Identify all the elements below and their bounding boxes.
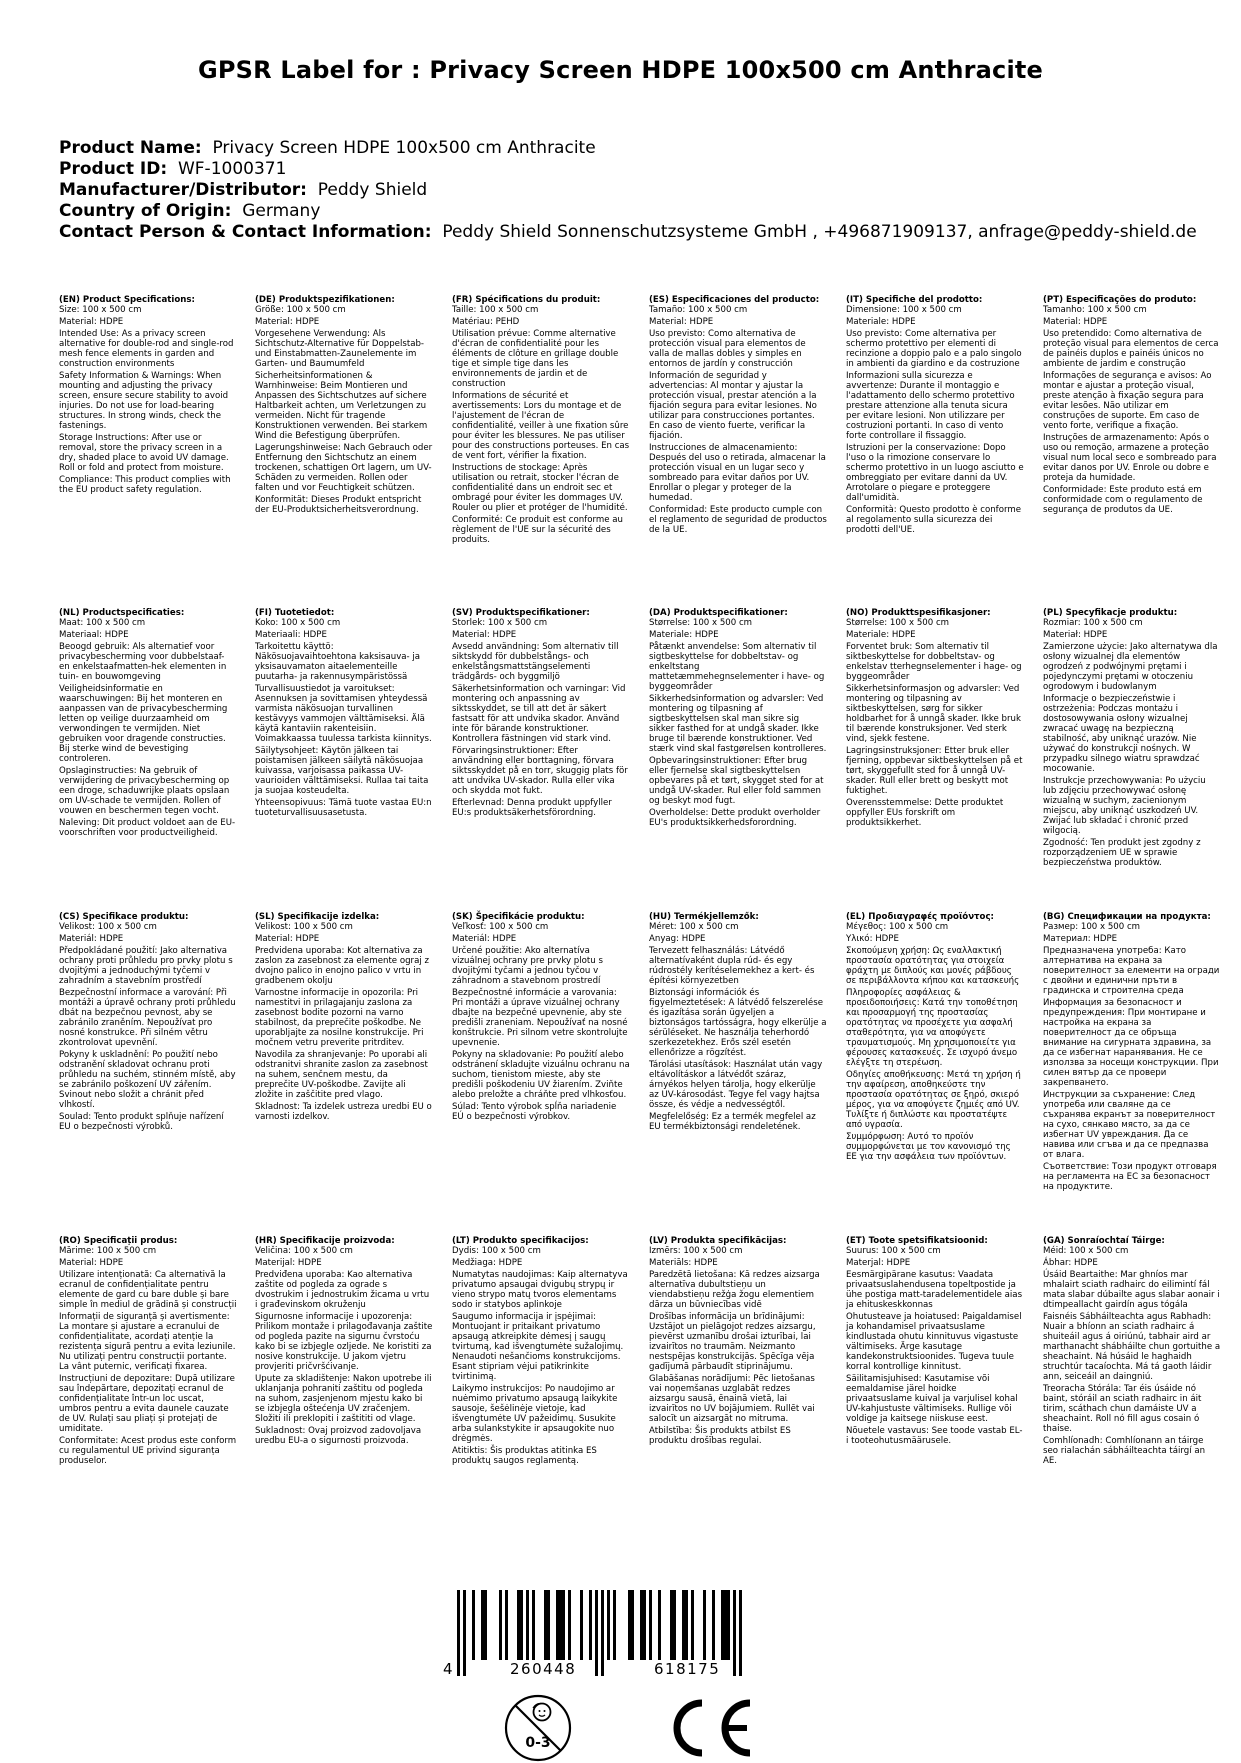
barcode-bar <box>631 1590 634 1660</box>
lang-line: Materiale: HDPE <box>846 630 916 640</box>
lang-line: Intended Use: As a privacy screen alternative for double-rod and single-rod mesh fence elements in garden and construction environments <box>59 329 234 369</box>
lang-heading: (ES) Especificaciones del producto: <box>649 295 820 305</box>
lang-line: Materiál: HDPE <box>452 934 517 944</box>
lang-line: Velikost: 100 x 500 cm <box>59 922 157 932</box>
lang-line: Tarkoitettu käyttö: Näkösuojavaihtoehtona kaksisauva- ja yksisauvamaton aitaelementeille puutarha- ja rakennusympäristössä <box>255 642 421 682</box>
lang-line: Sikkerhedsinformation og advarsler: Ved montering og tilpasning af sigtbeskyttelsen skal man sikre sig sikker fasthed for at undgå skader. Ikke bruge til bærende konstruktioner. Ved stærk vind skal fastgørelsen kontrolleres. <box>649 694 827 754</box>
barcode-first-digit: 4 <box>443 1660 453 1678</box>
lang-line: Turvallisuustiedot ja varoitukset: Asennuksen ja sovittamisen yhteydessä varmista näkösuojan turvallinen kestävyys vammojen välttämiseksi. Älä käytä kantaviin rakenteisiin. Voimakkaassa tuulessa tarkista kiinnitys. <box>255 684 432 744</box>
lang-line: Skladnost: Ta izdelek ustreza uredbi EU o varnosti izdelkov. <box>255 1102 432 1122</box>
lang-line: Naleving: Dit product voldoet aan de EU-voorschriften voor productveiligheid. <box>59 818 236 838</box>
lang-line: Safety Information & Warnings: When mounting and adjusting the privacy screen, ensure secure stability to avoid injuries. Do not use for load-bearing structures. In strong winds, check the fastenings. <box>59 371 229 431</box>
ce-mark-icon <box>664 1697 754 1759</box>
lang-line: Veličina: 100 x 500 cm <box>255 1246 353 1256</box>
lang-line: Drošības informācija un brīdinājumi: Uzstājot un pielāgojot redzes aizsargu, pievērst uzmanību drošai izturībai, lai izvairītos no traumām. Neizmanto nestspējas konstrukcijās. Spēcīga vēja gadījumā pārbaudīt stiprinājumu. <box>649 1312 816 1372</box>
lang-body <box>649 1246 827 1446</box>
lang-body <box>452 618 630 818</box>
info-label: Product ID: <box>59 159 168 179</box>
barcode-bar <box>607 1590 610 1660</box>
lang-line: Materjal: HDPE <box>846 1258 911 1268</box>
lang-line: Faisnéis Sábháilteachta agus Rabhadh: Nuair a bhíonn an sciath radhairc á shuiteáil agus á oiriúnú, tabhair aird ar marthanacht shábháilte chun gortuithe a sheachaint. Ná húsáid le haghaidh struchtúr tacaíochta. Má tá gaoth láidir ann, seiceáil an daingniú. <box>1043 1312 1221 1382</box>
lang-line: Glabāšanas norādījumi: Pēc lietošanas vai noņemšanas uzglabāt redzes aizsargu sausā, ēnainā vietā, lai izvairītos no UV bojājumiem. Rullēt vai salocīt un aizsargāt no mitruma. <box>649 1374 815 1424</box>
lang-heading: (DA) Produktspecifikationer: <box>649 608 788 618</box>
lang-line: Größe: 100 x 500 cm <box>255 305 346 315</box>
lang-heading: (LT) Produkto specifikacijos: <box>452 1236 589 1246</box>
lang-heading: (CS) Specifikace produktu: <box>59 912 189 922</box>
barcode-bar <box>601 1590 604 1676</box>
lang-heading: (RO) Specificații produs: <box>59 1236 178 1246</box>
lang-body <box>452 1246 630 1466</box>
lang-line: Υλικό: HDPE <box>846 934 899 944</box>
lang-body <box>255 1246 433 1446</box>
lang-body <box>452 305 630 545</box>
lang-line: Uso previsto: Come alternativa per schermo protettivo per elementi di recinzione a doppio palo e a palo singolo in ambienti da giardino e da costruzione <box>846 329 1022 369</box>
lang-line: Material: HDPE <box>1043 317 1108 327</box>
info-value: Peddy Shield <box>317 180 428 200</box>
lang-line: Instrucțiuni de depozitare: După utilizare sau îndepărtare, depozitați ecranul de confidențialitate într-un loc uscat, umbros pentru a evita daunele cauzate de UV. Rulați sau pliați și protejați de umiditate. <box>59 1374 235 1434</box>
lang-line: Upute za skladištenje: Nakon upotrebe ili uklanjanja pohraniti zaštitu od pogleda na suhom, zasjenjenom mjestu kako bi se izbjegla oštećenja UV zračenjem. Složiti ili preklopiti i zaštititi od vlage. <box>255 1374 432 1424</box>
lang-block-no <box>846 608 1024 830</box>
lang-block-cs <box>59 912 237 1134</box>
lang-heading: (PT) Especificações do produto: <box>1043 295 1197 305</box>
barcode-bar <box>505 1590 508 1660</box>
lang-line: Utilisation prévue: Comme alternative d'écran de confidentialité pour les éléments de clôture en grillage double tige et simple tige dans les environnements de jardin et de construction <box>452 329 619 389</box>
barcode-bar <box>472 1590 475 1660</box>
lang-line: Istruzioni per la conservazione: Dopo l'uso o la rimozione conservare lo schermo protettivo in un luogo asciutto e ombreggiato per evitare danni da UV. Arrotolare o piegare e proteggere dall'umidità. <box>846 443 1024 503</box>
lang-block-da <box>649 608 827 830</box>
lang-line: Storlek: 100 x 500 cm <box>452 618 548 628</box>
info-country <box>59 201 1197 222</box>
lang-line: Sigurnosne informacije i upozorenja: Prilikom montaže i prilagođavanja zaštite od pogleda pazite na sigurnu čvrstoću kako bi se izbjegle ozljede. Ne koristiti za nosive konstrukcije. U jakom vjetru provjeriti pričvršćivanje. <box>255 1312 433 1372</box>
lang-line: Lagerungshinweise: Nach Gebrauch oder Entfernung den Sichtschutz an einem trockenen, schattigen Ort lagern, um UV-Schäden zu vermeiden. Rollen oder falten und vor Feuchtigkeit schützen. <box>255 443 433 493</box>
barcode-bar <box>481 1590 484 1660</box>
lang-line: Размер: 100 x 500 cm <box>1043 922 1141 932</box>
lang-line: Инструкции за съхранение: След употреба или сваляне да се съхранява екранът за поверителност на сухо, сянкаво място, за да се избегнат UV увреждания. Да се навива или сгъва и да се предпазва от влага. <box>1043 1090 1216 1160</box>
info-manufacturer <box>59 180 1197 201</box>
barcode-bar <box>526 1590 529 1660</box>
lang-line: Conformité: Ce produit est conforme au règlement de l'UE sur la sécurité des produits. <box>452 515 623 545</box>
lang-line: Opbevaringsinstruktioner: Efter brug eller fjernelse skal sigtbeskyttelsen opbevares på et tørt, skygget sted for at undgå UV-skader. Rul eller fold sammen og beskyt mod fugt. <box>649 756 824 806</box>
barcode-bar <box>691 1590 694 1660</box>
lang-line: Materiaali: HDPE <box>255 630 327 640</box>
lang-block-es <box>649 295 827 537</box>
barcode-bar <box>532 1590 535 1660</box>
age-label: 0-3 <box>525 1735 551 1751</box>
lang-line: Storage Instructions: After use or removal, store the privacy screen in a dry, shaded place to avoid UV damage. Roll or fold and protect from moisture. <box>59 433 229 473</box>
lang-line: Материал: HDPE <box>1043 934 1118 944</box>
lang-body <box>649 618 827 828</box>
lang-line: Numatytas naudojimas: Kaip alternatyva privatumo apsaugai dvigubų strypų ir vieno strypo matų tvoros elementams sodo ir statybos aplinkoje <box>452 1270 628 1310</box>
barcode-bar <box>520 1590 523 1660</box>
lang-line: Materiał: HDPE <box>1043 630 1108 640</box>
barcode-bar <box>613 1590 616 1660</box>
lang-line: Vorgesehene Verwendung: Als Sichtschutz-Alternative für Doppelstab- und Einstabmatten-Zaunelemente im Garten- und Baumumfeld <box>255 329 425 369</box>
lang-line: Uso pretendido: Como alternativa de proteção visual para elementos de cerca de painéis duplos e painéis únicos no ambiente de jardim e construção <box>1043 329 1219 369</box>
lang-block-pt <box>1043 295 1221 517</box>
lang-heading: (FI) Tuotetiedot: <box>255 608 335 618</box>
lang-heading: (NL) Productspecificaties: <box>59 608 185 618</box>
lang-line: Size: 100 x 500 cm <box>59 305 142 315</box>
barcode-bar <box>649 1590 652 1660</box>
barcode-bar <box>673 1590 676 1660</box>
lang-line: Yhteensopivuus: Tämä tuote vastaa EU:n tuoteturvallisuusasetusta. <box>255 798 432 818</box>
lang-line: Tervezett felhasználás: Látvédő alternatívaként dupla rúd- és egy rúdrostély kerítéselemekhez a kert- és építési környezetben <box>649 946 815 986</box>
lang-line: Materiaal: HDPE <box>59 630 129 640</box>
lang-block-fi <box>255 608 433 820</box>
lang-line: Dimensione: 100 x 500 cm <box>846 305 962 315</box>
lang-line: Informații de siguranță și avertismente: La montare și ajustare a ecranului de confidențialitate, acordați atenție la rezistența sigură pentru a evita leziunile. Nu utilizați pentru construcții portante. La vânt puternic, verificați fixarea. <box>59 1312 236 1372</box>
barcode-bar <box>685 1590 688 1660</box>
barcode-left-digits: 260448 <box>510 1660 577 1678</box>
lang-line: Información de seguridad y advertencias: Al montar y ajustar la protección visual, prestar atención a la fijación segura para evitar lesiones. No utilizar para construcciones portantes. En caso de viento fuerte, verificar la fijación. <box>649 371 817 441</box>
lang-line: Forventet bruk: Som alternativ til siktbeskyttelse for dobbeltstav- og enkelstav tterhegnselementer i hage- og byggeområder <box>846 642 1022 682</box>
lang-line: Bezpečnostní informace a varování: Při montáži a úpravě ochrany proti průhledu dbát na bezpečnou pevnost, aby se zabránilo zraněním. Nepoužívat pro nosné konstrukce. Při silném větru zkontrolovat upevnění. <box>59 988 236 1048</box>
lang-body <box>59 1246 237 1466</box>
lang-line: Størrelse: 100 x 500 cm <box>649 618 753 628</box>
lang-line: Anyag: HDPE <box>649 934 706 944</box>
barcode-bar <box>559 1590 562 1660</box>
lang-line: Sukladnost: Ovaj proizvod zadovoljava uredbu EU-a o sigurnosti proizvoda. <box>255 1426 422 1446</box>
lang-heading: (FR) Spécifications du produit: <box>452 295 601 305</box>
lang-line: Opslaginstructies: Na gebruik of verwijdering de privacybescherming op een droge, schaduwrijke plaats opslaan om UV-schade te vermijden. Rollen of vouwen en beschermen tegen vocht. <box>59 766 230 816</box>
lang-line: Σκοπούμενη χρήση: Ως εναλλακτική προστασία ορατότητας για στοιχεία φράχτη με διπλούς και μονές ράβδους σε περιβάλλοντα κήπου και κατασκευής <box>846 946 1020 986</box>
barcode-bar <box>580 1590 583 1660</box>
lang-line: Paredzētā lietošana: Kā redzes aizsarga alternatīva dubultstieņu un viendabstieņu režģa žogu elementiem dārza un būvniecības vidē <box>649 1270 820 1310</box>
lang-heading: (EL) Προδιαγραφές προϊόντος: <box>846 912 994 922</box>
lang-heading: (PL) Specyfikacje produktu: <box>1043 608 1178 618</box>
lang-line: Dydis: 100 x 500 cm <box>452 1246 541 1256</box>
lang-block-lt <box>452 1236 630 1468</box>
info-product-name <box>59 138 1197 159</box>
lang-line: Material: HDPE <box>255 934 320 944</box>
lang-line: Rozmiar: 100 x 500 cm <box>1043 618 1143 628</box>
lang-heading: (DE) Produktspezifikationen: <box>255 295 395 305</box>
lang-body <box>255 922 433 1122</box>
lang-line: Material: HDPE <box>255 317 320 327</box>
lang-line: Předpokládané použití: Jako alternativa ochrany proti průhledu pro prvky plotu s dvojitými a jednoduchými tyčemi v zahradním a stavebním prostředí <box>59 946 233 986</box>
lang-line: Materijal: HDPE <box>255 1258 322 1268</box>
lang-line: Atitiktis: Šis produktas atitinka ES produktų saugos reglamentą. <box>452 1446 597 1466</box>
barcode-bar <box>463 1590 466 1676</box>
lang-block-bg <box>1043 912 1221 1194</box>
lang-body <box>1043 305 1221 515</box>
lang-block-ro <box>59 1236 237 1468</box>
lang-block-lv <box>649 1236 827 1448</box>
lang-line: Tamanho: 100 x 500 cm <box>1043 305 1147 315</box>
lang-line: Οδηγίες αποθήκευσης: Μετά τη χρήση ή την αφαίρεση, αποθηκεύστε την προστασία ορατότητας σε ξηρό, σκιερό μέρος, για να αποφύγετε ζημιές από UV. Τυλίξτε ή διπλώστε και προστατέψτε από υγρασία. <box>846 1070 1021 1130</box>
barcode-bar <box>568 1590 571 1660</box>
lang-line: Veiligheidsinformatie en waarschuwingen: Bij het monteren en aanpassen van de privacybescherming letten op veilige duurzaamheid om verwondingen te vermijden. Niet gebruiken voor dragende constructies. Bij sterke wind de bevestiging controleren. <box>59 684 228 764</box>
lang-line: Tamaño: 100 x 500 cm <box>649 305 748 315</box>
barcode-bar <box>499 1590 502 1660</box>
lang-line: Nõuetele vastavus: See toode vastab EL-i tooteohutusmäärusele. <box>846 1426 1023 1446</box>
lang-line: Lagringsinstruksjoner: Etter bruk eller fjerning, oppbevar siktbeskyttelsen på et tørt, skyggefullt sted for å unngå UV-skader. Rull eller brett og beskytt mot fuktighet. <box>846 746 1023 796</box>
lang-line: Информация за безопасност и предупреждения: При монтиране и настройка на екрана за поверителност да се обръща внимание на сигурната здравина, за да се избегнат наранявания. Не се използва за носещи конструкции. При силен вятър да се провери закрепването. <box>1043 998 1219 1088</box>
lang-block-et <box>846 1236 1024 1448</box>
info-label: Contact Person & Contact Information: <box>59 222 432 242</box>
lang-block-de <box>255 295 433 517</box>
lang-line: Méret: 100 x 500 cm <box>649 922 739 932</box>
lang-block-it <box>846 295 1024 537</box>
info-label: Country of Origin: <box>59 201 232 221</box>
info-label: Product Name: <box>59 138 202 158</box>
lang-line: Съответствие: Този продукт отговаря на регламента на ЕС за безопасност на продуктите. <box>1043 1162 1217 1192</box>
barcode-bar <box>595 1590 598 1676</box>
lang-body <box>1043 922 1221 1192</box>
lang-line: Atbilstība: Šis produkts atbilst ES produktu drošības regulai. <box>649 1426 791 1446</box>
lang-block-el <box>846 912 1024 1164</box>
lang-line: Zamierzone użycie: Jako alternatywa dla osłony wizualnej dla elementów ogrodzeń z podwójnymi prętami i pojedynczymi prętami w otoczeniu ogrodowym i budowlanym <box>1043 642 1218 692</box>
barcode-bar <box>727 1590 730 1660</box>
lang-line: Efterlevnad: Denna produkt uppfyller EU:s produktsäkerhetsförordning. <box>452 798 612 818</box>
lang-line: Méid: 100 x 500 cm <box>1043 1246 1129 1256</box>
lang-line: Συμμόρφωση: Αυτό το προϊόν συμμορφώνεται με τον κανονισμό της ΕΕ για την ασφάλεια των προϊόντων. <box>846 1132 1011 1162</box>
lang-line: Instrukcje przechowywania: Po użyciu lub zdjęciu przechowywać osłonę wizualną w suchym, zacienionym miejscu, aby uniknąć uszkodzeń UV. Zwijać lub składać i chronić przed wilgocią. <box>1043 776 1206 836</box>
lang-line: Instrucciones de almacenamiento: Después del uso o retirada, almacenar la protección visual en un lugar seco y sombreado para evitar daños por UV. Enrollar o plegar y proteger de la humedad. <box>649 443 826 503</box>
lang-line: Koko: 100 x 500 cm <box>255 618 341 628</box>
lang-line: Μέγεθος: 100 x 500 cm <box>846 922 949 932</box>
lang-line: Velikost: 100 x 500 cm <box>255 922 353 932</box>
lang-line: Súlad: Tento výrobok spĺňa nariadenie EÚ o bezpečnosti výrobkov. <box>452 1102 617 1122</box>
barcode-bar <box>556 1590 559 1660</box>
lang-line: Instructions de stockage: Après utilisation ou retrait, stocker l'écran de confidentialité dans un endroit sec et ombragé pour éviter les dommages UV. Rouler ou plier et protéger de l'humidité. <box>452 463 628 513</box>
lang-line: Πληροφορίες ασφάλειας & προειδοποιήσεις: Κατά την τοποθέτηση και προσαρμογή της προστασίας ορατότητας να προσέχετε για ασφαλή σταθερότητα, για να αποφύγετε τραυματισμούς. Μη χρησιμοποιείτε για φέρουσες κατασκευές. Σε ισχυρό άνεμο ελέγξτε τη στερέωση. <box>846 988 1018 1068</box>
lang-line: Matériau: PEHD <box>452 317 520 327</box>
info-label: Manufacturer/Distributor: <box>59 180 307 200</box>
lang-line: Megfelelőség: Ez a termék megfelel az EU termékbiztonsági rendeletének. <box>649 1112 816 1132</box>
lang-line: Sikkerhetsinformasjon og advarsler: Ved montering og tilpasning av siktbeskyttelsen, sørg for sikker holdbarhet for å unngå skader. Ikke bruk til bærende konstruksjoner. Ved sterk vind, sjekk festene. <box>846 684 1021 744</box>
not-for-children-0-3-icon <box>503 1693 573 1763</box>
lang-heading: (IT) Specifiche del prodotto: <box>846 295 983 305</box>
lang-line: Taille: 100 x 500 cm <box>452 305 539 315</box>
lang-block-en <box>59 295 237 497</box>
product-info <box>59 138 1197 243</box>
lang-line: Suurus: 100 x 500 cm <box>846 1246 941 1256</box>
lang-body <box>1043 1246 1221 1466</box>
lang-line: Material: HDPE <box>59 317 124 327</box>
barcode-bar <box>703 1590 706 1660</box>
lang-body <box>846 618 1024 828</box>
lang-body <box>59 922 237 1132</box>
page-title: GPSR Label for : Privacy Screen HDPE 100x500 cm Anthracite <box>197 56 1044 84</box>
lang-body <box>846 1246 1024 1446</box>
lang-line: Beoogd gebruik: Als alternatief voor privacybescherming voor dubbelstaaf- en enkelstaafmatten-hek elementen in tuin- en bouwomgeving <box>59 642 227 682</box>
barcode-bar <box>589 1590 592 1660</box>
lang-heading: (BG) Спецификации на продукта: <box>1043 912 1211 922</box>
lang-line: Informações de segurança e avisos: Ao montar e ajustar a proteção visual, preste atenção à fixação segura para evitar lesões. Não utilizar em construções de suporte. Em caso de vento forte, verifique a fixação. <box>1043 371 1212 431</box>
barcode-bar <box>628 1590 631 1660</box>
info-contact <box>59 222 1197 243</box>
lang-body <box>846 305 1024 535</box>
lang-line: Comhlíonadh: Comhlíonann an táirge seo rialachán sábháilteachta táirgí an AE. <box>1043 1436 1206 1466</box>
lang-line: Overensstemmelse: Dette produktet oppfyller EUs forskrift om produktsikkerhet. <box>846 798 1004 828</box>
lang-line: Konformität: Dieses Produkt entspricht der EU-Produktsicherheitsverordnung. <box>255 495 422 515</box>
lang-block-hu <box>649 912 827 1134</box>
lang-line: Pokyny na skladovanie: Po použití alebo odstránení skladujte vizuálnu ochranu na suchom, tienistom mieste, aby ste predišli poškodeniu UV žiarením. Zviňte alebo preložte a chráňte pred vlhkosťou. <box>452 1050 630 1100</box>
lang-line: Materiale: HDPE <box>649 630 719 640</box>
barcode-bar <box>547 1590 550 1660</box>
lang-line: Materiāls: HDPE <box>649 1258 718 1268</box>
info-product-id <box>59 159 1197 180</box>
lang-heading: (SL) Specifikacije izdelka: <box>255 912 380 922</box>
lang-line: Säkerhetsinformation och varningar: Vid montering och anpassning av siktsskyddet, se till att det är säkert fastsatt för att undvika skador. Använd inte för bärande konstruktioner. Kontrollera fästningen vid stark vind. <box>452 684 626 744</box>
lang-line: Určené použitie: Ako alternatíva vizuálnej ochrany pre prvky plotu s dvojitými tyčami a jednou tyčou v záhradnom a stavebnom prostredí <box>452 946 603 986</box>
lang-line: Informazioni sulla sicurezza e avvertenze: Durante il montaggio e l'adattamento dello schermo protettivo prestare attenzione alla tenuta sicura per evitare lesioni. Non utilizzare per costruzioni portanti. In caso di vento forte controllare il fissaggio. <box>846 371 1015 441</box>
barcode-bar <box>517 1590 520 1660</box>
info-value: Privacy Screen HDPE 100x500 cm Anthracite <box>212 138 596 158</box>
lang-line: Laikymo instrukcijos: Po naudojimo ar nuėmimo privatumo apsaugą laikykite sausoje, šešėlinėje vietoje, kad išvengtumėte UV pažeidimų. Susukite arba sulankstykite ir apsaugokite nuo drėgmės. <box>452 1384 618 1444</box>
barcode-bar <box>457 1590 460 1676</box>
barcode-bar <box>712 1590 715 1660</box>
lang-body <box>1043 618 1221 868</box>
lang-line: Informacje o bezpieczeństwie i ostrzeżenia: Podczas montażu i dostosowywania osłony wizualnej zwracać uwagę na bezpieczną stabilność, aby uniknąć urazów. Nie używać do konstrukcji nośnych. W przypadku silnego wiatru sprawdzać mocowanie. <box>1043 694 1200 774</box>
info-value: WF-1000371 <box>177 159 287 179</box>
lang-line: Material: HDPE <box>452 630 517 640</box>
lang-line: Säilitamisjuhised: Kasutamise või eemaldamise järel hoidke privaatsuslame kuival ja varjulisel kohal UV-kahjustuste vältimiseks. Rullige või voldige ja kaitsege niiskuse eest. <box>846 1374 1018 1424</box>
lang-block-sk <box>452 912 630 1124</box>
lang-line: Uso previsto: Como alternativa de protección visual para elementos de valla de mallas dobles y simples en entornos de jardín y construcción <box>649 329 806 369</box>
barcode-bar <box>721 1590 724 1660</box>
lang-heading: (EN) Product Specifications: <box>59 295 195 305</box>
barcode-bar <box>739 1590 742 1676</box>
lang-line: Ohutusteave ja hoiatused: Paigaldamisel ja kohandamisel privaatsuslame kindlustada ohutu kinnituvus vigastuste vältimiseks. Ärge kasutage kandekonstruktsioonides. Tugeva tuule korral kontrollige kinnitust. <box>846 1312 1022 1372</box>
lang-line: Mărime: 100 x 500 cm <box>59 1246 157 1256</box>
lang-body <box>59 305 237 495</box>
lang-line: Påtænkt anvendelse: Som alternativ til sigtbeskyttelse for dobbeltstav- og enkeltstang mattetæmmehegnselementer i have- og byggeområder <box>649 642 825 692</box>
lang-line: Materiál: HDPE <box>59 934 124 944</box>
lang-block-ga <box>1043 1236 1221 1468</box>
lang-line: Maat: 100 x 500 cm <box>59 618 146 628</box>
lang-line: Medžiaga: HDPE <box>452 1258 523 1268</box>
lang-line: Material: HDPE <box>649 317 714 327</box>
lang-line: Ábhar: HDPE <box>1043 1258 1098 1268</box>
barcode-bar <box>640 1590 643 1660</box>
lang-block-hr <box>255 1236 433 1448</box>
lang-block-fr <box>452 295 630 547</box>
lang-line: Conformitate: Acest produs este conform cu regulamentul UE privind siguranța produselor. <box>59 1436 237 1466</box>
lang-line: Förvaringsinstruktioner: Efter användning eller borttagning, förvara siktsskyddet på en torr, skuggig plats för att undvika UV-skador. Rulla eller vika och skydda mot fukt. <box>452 746 628 796</box>
lang-body <box>649 922 827 1132</box>
lang-line: Material: HDPE <box>59 1258 124 1268</box>
lang-block-nl <box>59 608 237 840</box>
barcode-bar <box>643 1590 646 1660</box>
lang-line: Предназначена употреба: Като алтернатива на екрана за поверителност за елементи на огради с двойни и единични пръти в градинска и строителна среда <box>1043 946 1220 996</box>
lang-body <box>846 922 1024 1162</box>
lang-body <box>255 305 433 515</box>
lang-line: Instruções de armazenamento: Após o uso ou remoção, armazene a proteção visual num local seco e sombreado para evitar danos por UV. Enrole ou dobre e proteja da humidade. <box>1043 433 1217 483</box>
lang-body <box>649 305 827 535</box>
lang-heading: (GA) Sonraíochtaí Táirge: <box>1043 1236 1165 1246</box>
lang-line: Tárolási utasítások: Használat után vagy eltávolításkor a látvédőt száraz, árnyékos helyen tárolja, hogy elkerülje az UV-károsodást. Tegye fel vagy hajtsa össze, és védje a nedvességtől. <box>649 1060 823 1110</box>
lang-line: Úsáid Beartaithe: Mar ghníos mar mhalairt sciath radhairc do eilimintí fál mata slabar dúbailte agus slabar aonair i dtimpeallacht gairdín agus tógála <box>1043 1270 1220 1310</box>
barcode-bar <box>682 1590 685 1660</box>
lang-line: Pokyny k uskladnění: Po použití nebo odstranění skladovat ochranu proti průhledu na suchém, stinném místě, aby se zabránilo poškození UV zářením. Svinout nebo složit a chránit před vlhkostí. <box>59 1050 236 1110</box>
lang-line: Bezpečnostné informácie a varovania: Pri montáži a úprave vizuálnej ochrany dbajte na bezpečné upevnenie, aby ste predišli zraneniam. Nepoužívať na nosné konštrukcie. Pri silnom vetre skontrolujte upevnenie. <box>452 988 628 1048</box>
info-value: Germany <box>242 201 321 221</box>
lang-line: Overholdelse: Dette produkt overholder EU's produktsikkerhedsforordning. <box>649 808 821 828</box>
lang-line: Avsedd användning: Som alternativ till siktskydd för dubbelstångs- och enkelstångsmattstängselementi trädgårds- och byggmiljö <box>452 642 619 682</box>
lang-line: Materiale: HDPE <box>846 317 916 327</box>
lang-line: Compliance: This product complies with the EU product safety regulation. <box>59 475 231 495</box>
barcode-bar <box>733 1590 736 1676</box>
lang-line: Størrelse: 100 x 500 cm <box>846 618 950 628</box>
lang-line: Soulad: Tento produkt splňuje nařízení EU o bezpečnosti výrobků. <box>59 1112 224 1132</box>
lang-line: Conformidad: Este producto cumple con el reglamento de seguridad de productos de la UE. <box>649 505 827 535</box>
lang-heading: (LV) Produkta specifikācijas: <box>649 1236 787 1246</box>
lang-line: Predvidena uporaba: Kot alternativa za zaslon za zasebnost za elemente ograj z dvojno palico in enojno palico v vrtu in gradbenem okolju <box>255 946 429 986</box>
barcode-bar <box>544 1590 547 1660</box>
lang-line: Biztonsági információk és figyelmeztetések: A látvédő felszerelése és igazítása során ügyeljen a biztonságos tartósságra, hogy elkerülje a sérüléseket. Ne használja teherhordó szerkezetekhez. Erős szél esetén ellenőrizze a rögzítést. <box>649 988 827 1058</box>
lang-line: Predviđena uporaba: Kao alternativa zaštite od pogleda za ograde s dvostrukim i jednostrukim žicama u vrtu i građevinskom okruženju <box>255 1270 430 1310</box>
lang-line: Conformidade: Este produto está em conformidade com o regulamento de segurança de produtos da UE. <box>1043 485 1203 515</box>
lang-line: Säilytysohjeet: Käytön jälkeen tai poistamisen jälkeen säilytä näkösuojaa kuivassa, varjoisassa paikassa UV-vaurioiden välttämiseksi. Rullaa tai taita ja suojaa kosteudelta. <box>255 746 429 796</box>
lang-body <box>452 922 630 1122</box>
lang-line: Treoracha Stórála: Tar éis úsáide nó baint, stóráil an sciath radhairc in áit tirim, scáthach chun damáiste UV a sheachaint. Roll nó fill agus cosain ó thaise. <box>1043 1384 1202 1434</box>
lang-line: Conformità: Questo prodotto è conforme al regolamento sulla sicurezza dei prodotti dell'UE. <box>846 505 1021 535</box>
lang-heading: (SK) Špecifikácie produktu: <box>452 912 585 922</box>
lang-line: Saugumo informacija ir įspėjimai: Montuojant ir pritaikant privatumo apsaugą atkreipkite dėmesį į saugų tvirtumą, kad išvengtumėte sužalojimų. Nenaudoti nešančioms konstrukcijoms. Esant stipriam vėjui patikrinkite tvirtinimą. <box>452 1312 624 1382</box>
lang-line: Utilizare intenționată: Ca alternativă la ecranul de confidențialitate pentru elemente de gard cu bare duble și bare simple în mediul de grădină și construcții <box>59 1270 237 1310</box>
lang-heading: (SV) Produktspecifikationer: <box>452 608 590 618</box>
barcode-bar <box>670 1590 673 1660</box>
lang-line: Sicherheitsinformationen & Warnhinweise: Beim Montieren und Anpassen des Sichtschutzes auf sichere Haltbarkeit achten, um Verletzungen zu vermeiden. Nicht für tragende Konstruktionen verwenden. Bei starkem Wind die Befestigung überprüfen. <box>255 371 428 441</box>
lang-heading: (HR) Specifikacije proizvoda: <box>255 1236 395 1246</box>
lang-body <box>59 618 237 838</box>
lang-line: Eesmärgipärane kasutus: Vaadata privaatsuslahendusena topeltpostide ja ühe postiga matt-taradelementidele aias ja ehituskeskkonnas <box>846 1270 1023 1310</box>
lang-line: Varnostne informacije in opozorila: Pri namestitvi in prilagajanju zaslona za zasebnost bodite pozorni na varno stabilnost, da preprečite poškodbe. Ne uporabljajte za nosilne konstrukcije. Pri močnem vetru preverite pritrditev. <box>255 988 424 1048</box>
info-value: Peddy Shield Sonnenschutzsysteme GmbH , +496871909137, anfrage@peddy-shield.de <box>442 222 1197 242</box>
lang-line: Navodila za shranjevanje: Po uporabi ali odstranitvi shranite zaslon za zasebnost na suhem, senčnem mestu, da preprečite UV-poškodbe. Zavijte ali zložite in zaščitite pred vlago. <box>255 1050 428 1100</box>
barcode-bar <box>658 1590 661 1660</box>
barcode-bar <box>724 1590 727 1660</box>
lang-block-sv <box>452 608 630 820</box>
lang-block-pl <box>1043 608 1221 870</box>
lang-body <box>255 618 433 818</box>
lang-heading: (ET) Toote spetsifikatsioonid: <box>846 1236 988 1246</box>
lang-line: Veľkosť: 100 x 500 cm <box>452 922 549 932</box>
lang-heading: (HU) Termékjellemzők: <box>649 912 759 922</box>
barcode-bar <box>562 1590 565 1660</box>
lang-line: Zgodność: Ten produkt jest zgodny z rozporządzeniem UE w sprawie bezpieczeństwa produktów. <box>1043 838 1201 868</box>
lang-block-sl <box>255 912 433 1124</box>
barcode-bar <box>484 1590 487 1660</box>
lang-heading: (NO) Produkttspesifikasjoner: <box>846 608 991 618</box>
lang-line: Informations de sécurité et avertissements: Lors du montage et de l'ajustement de l'écran de confidentialité, veiller à une fixation sûre pour éviter les blessures. Ne pas utiliser pour des constructions porteuses. En cas de vent fort, vérifier la fixation. <box>452 391 630 461</box>
lang-line: Izmērs: 100 x 500 cm <box>649 1246 743 1256</box>
barcode-right-digits: 618175 <box>654 1660 721 1678</box>
